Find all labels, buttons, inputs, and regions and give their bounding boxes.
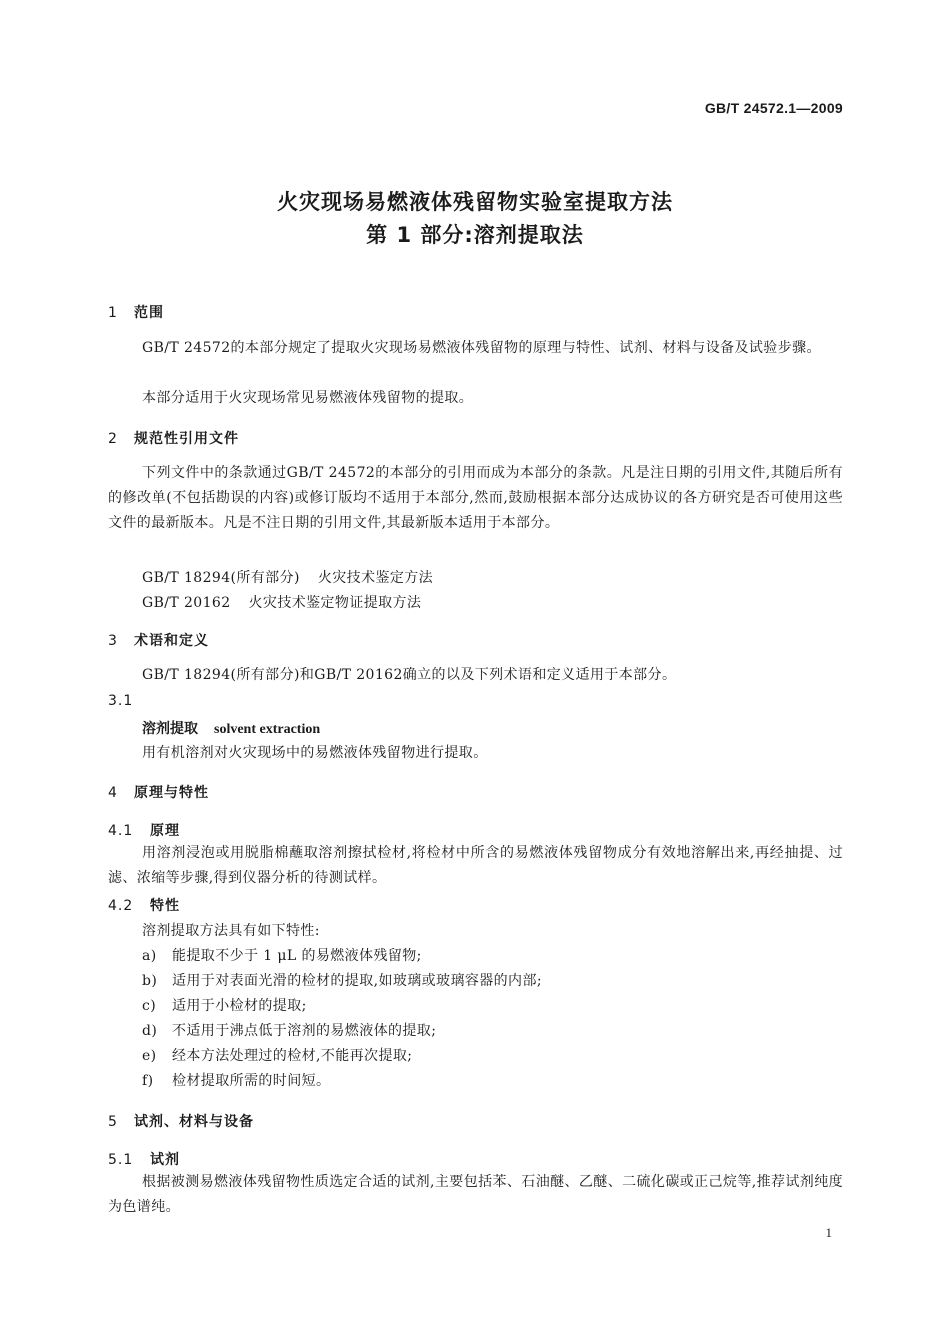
subsection-4-1-paragraph: 用溶剂浸泡或用脱脂棉蘸取溶剂擦拭检材,将检材中所含的易燃液体残留物成分有效地溶解出来,再经抽提、过滤、浓缩等步骤,得到仪器分析的待测试样。	[108, 845, 843, 886]
list-item-text: 不适用于沸点低于溶剂的易燃液体的提取;	[172, 1023, 437, 1039]
subsection-5-1-heading	[108, 1149, 180, 1169]
page-number: 1	[825, 1225, 832, 1240]
section-1-paragraph-1: GB/T 24572的本部分规定了提取火灾现场易燃液体残留物的原理与特性、试剂、材料与设备及试验步骤。	[142, 340, 821, 356]
section-5-heading	[108, 1111, 254, 1131]
section-title: 规范性引用文件	[134, 431, 239, 447]
term-english: solvent extraction	[214, 722, 321, 737]
reference-code: GB/T 20162	[142, 595, 231, 611]
subsection-title: 原理	[150, 823, 180, 839]
reference-name: 火灾技术鉴定物证提取方法	[248, 595, 422, 611]
subsection-title: 特性	[150, 898, 180, 914]
section-title: 范围	[134, 305, 164, 321]
list-item	[142, 1045, 412, 1065]
section-1-heading	[108, 302, 164, 322]
list-item-text: 检材提取所需的时间短。	[172, 1073, 331, 1089]
list-item-label: f)	[142, 1073, 154, 1089]
section-number: 4	[108, 785, 118, 801]
section-title: 试剂、材料与设备	[134, 1114, 254, 1130]
section-2-paragraph: 下列文件中的条款通过GB/T 24572的本部分的引用而成为本部分的条款。凡是注日期的引用文件,其随后所有的修改单(不包括勘误的内容)或修订版均不适用于本部分,然而,鼓励根据本部分达成协议的各方研究是否可使用这些文件的最新版本。凡是不注日期的引用文件,其最新版本适用于本部分。	[108, 465, 843, 531]
term-entry	[142, 718, 320, 738]
list-item	[142, 1070, 330, 1090]
reference-name: 火灾技术鉴定方法	[317, 570, 434, 586]
section-title: 原理与特性	[134, 785, 209, 801]
list-item	[142, 945, 422, 965]
list-item-text: 适用于对表面光滑的检材的提取,如玻璃或玻璃容器的内部;	[172, 973, 542, 989]
subsection-number: 4.2	[108, 898, 134, 914]
term-chinese: 溶剂提取	[142, 721, 198, 737]
list-item-label: e)	[142, 1048, 157, 1064]
section-number: 2	[108, 431, 118, 447]
section-3-heading	[108, 630, 209, 650]
list-item-text: 适用于小检材的提取;	[172, 998, 307, 1014]
section-3-paragraph: GB/T 18294(所有部分)和GB/T 20162确立的以及下列术语和定义适用于本部分。	[142, 667, 677, 683]
subsection-number: 5.1	[108, 1152, 134, 1168]
subsection-title: 试剂	[150, 1152, 180, 1168]
list-item	[142, 1020, 436, 1040]
section-title: 术语和定义	[134, 633, 209, 649]
section-2-heading	[108, 428, 239, 448]
standard-code: GB/T 24572.1—2009	[704, 100, 843, 116]
section-4-heading	[108, 782, 209, 802]
list-item-label: c)	[142, 998, 157, 1014]
subsection-4-2-intro: 溶剂提取方法具有如下特性:	[142, 923, 320, 939]
section-1-paragraph-2: 本部分适用于火灾现场常见易燃液体残留物的提取。	[142, 390, 474, 406]
list-item-label: a)	[142, 948, 157, 964]
section-number: 1	[108, 305, 118, 321]
list-item-text: 经本方法处理过的检材,不能再次提取;	[172, 1048, 413, 1064]
list-item-label: d)	[142, 1023, 158, 1039]
list-item	[142, 970, 542, 990]
list-item	[142, 995, 307, 1015]
list-item-label: b)	[142, 973, 158, 989]
normative-reference-2	[142, 592, 421, 612]
subsection-number: 4.1	[108, 823, 134, 839]
subsection-4-1-heading	[108, 820, 180, 840]
subsection-3-1-number: 3.1	[108, 693, 134, 709]
list-item-text: 能提取不少于 1 μL 的易燃液体残留物;	[172, 948, 422, 964]
normative-reference-1	[142, 567, 433, 587]
section-number: 3	[108, 633, 118, 649]
reference-code: GB/T 18294(所有部分)	[142, 570, 300, 586]
document-title-line2: 第 1 部分:溶剂提取法	[366, 223, 584, 247]
subsection-5-1-paragraph: 根据被测易燃液体残留物性质选定合适的试剂,主要包括苯、石油醚、乙醚、二硫化碳或正己烷等,推荐试剂纯度为色谱纯。	[108, 1174, 843, 1215]
document-title-line1: 火灾现场易燃液体残留物实验室提取方法	[277, 190, 673, 214]
section-number: 5	[108, 1114, 118, 1130]
term-definition: 用有机溶剂对火灾现场中的易燃液体残留物进行提取。	[142, 745, 488, 761]
subsection-4-2-heading	[108, 895, 180, 915]
